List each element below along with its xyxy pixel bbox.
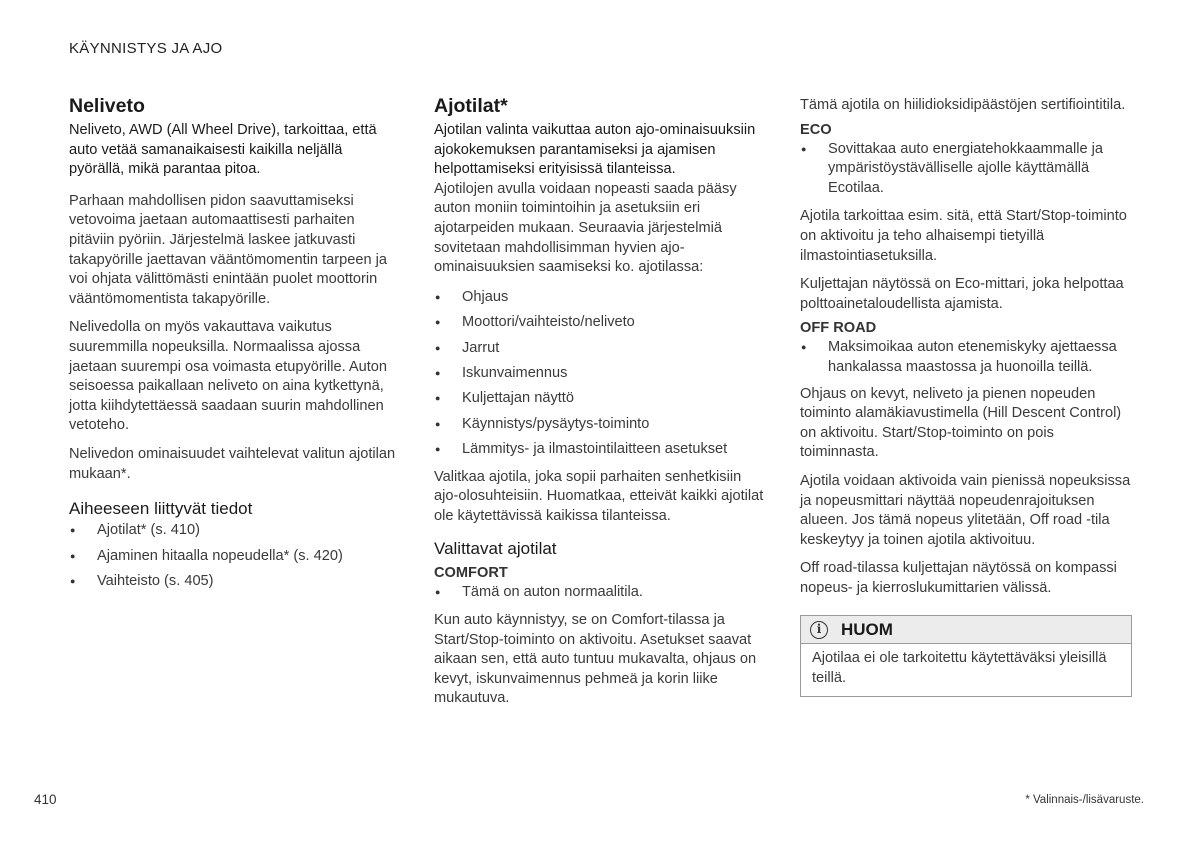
related-link[interactable]: ● Vaihteisto (s. 405): [69, 572, 399, 592]
neliveto-paragraph-1: Parhaan mahdollisen pidon saavuttamiseksi vetovoima jaetaan automaattisesti parhaiten pitäviin pyöriin. Järjestelmä laskee jatkuvasti takapyörille jaettavan vääntömomentin tarpeen ja voi ohjata välittömästi enintään puolet moottorin vääntömomentista takapyörille.: [69, 192, 388, 307]
cert-text: Tämä ajotila on hiilidioksidipäästöjen sertifiointitila.: [800, 97, 1126, 113]
list-item: ● Käynnistys/pysäytys-toiminto: [434, 415, 766, 435]
neliveto-paragraph-3: Nelivedon ominaisuudet vaihtelevat valitun ajotilan mukaan*.: [69, 445, 396, 482]
column-neliveto: [69, 94, 399, 598]
ajotilat-title: Ajotilat*: [434, 95, 508, 117]
eco-paragraph-1: Ajotila tarkoittaa esim. sitä, että Start/Stop-toiminto on aktivoitu ja teho alhaisempi tietyillä ilmastointiasetuksilla.: [800, 208, 1127, 264]
column-ajotilat: [434, 94, 766, 718]
note-text: Ajotilaa ei ole tarkoitettu käytettäväksi yleisillä teillä.: [812, 650, 1107, 687]
comfort-list: [434, 583, 766, 603]
note-title: HUOM: [841, 620, 893, 640]
list-item: ● Maksimoikaa auton etenemiskyky ajettaessa hankalassa maastossa ja huonoilla teillä.: [800, 338, 1132, 377]
list-item: ● Ohjaus: [434, 288, 766, 308]
related-info-heading: Aiheeseen liittyvät tiedot: [69, 499, 253, 519]
neliveto-lead: Neliveto, AWD (All Wheel Drive), tarkoittaa, että auto vetää samanaikaisesti kaikilla neljällä pyörällä, mikä parantaa pitoa.: [69, 122, 377, 178]
list-item: ● Iskunvaimennus: [434, 364, 766, 384]
systems-list: [434, 288, 766, 460]
related-links-list: [69, 521, 399, 592]
eco-label: ECO: [800, 121, 832, 138]
comfort-label: COMFORT: [434, 565, 508, 582]
offroad-paragraph-3: Off road-tilassa kuljettajan näytössä on kompassi nopeus- ja kierroslukumittarien välissä.: [800, 560, 1117, 596]
offroad-label: OFF ROAD: [800, 320, 877, 337]
comfort-text: Kun auto käynnistyy, se on Comfort-tilassa ja Start/Stop-toiminto on aktivoitu. Asetukset saavat aikaan sen, että auto tuntuu mukavalta, ohjaus on kevyt, iskunvaimennus pehmeä ja korin liike mukautuva.: [434, 612, 757, 707]
neliveto-title: Neliveto: [69, 95, 145, 117]
offroad-paragraph-1: Ohjaus on kevyt, neliveto ja pienen nopeuden toiminto alamäkiavustimella (Hill Descent Control) on aktivoitu. Start/Stop-toiminto on pois toiminnasta.: [800, 385, 1122, 461]
eco-paragraph-2: Kuljettajan näytössä on Eco-mittari, joka helpottaa polttoainetaloudellista ajamista.: [800, 276, 1124, 312]
offroad-list: [800, 338, 1132, 377]
page-number: 410: [34, 792, 57, 807]
note-header: [801, 616, 1131, 644]
selectable-modes-heading: Valittavat ajotilat: [434, 539, 557, 559]
list-item: ● Moottori/vaihteisto/neliveto: [434, 313, 766, 333]
ajotilat-intro: Ajotilojen avulla voidaan nopeasti saada pääsy auton moniin toimintoihin ja asetuksiin eri ajotarpeiden mukaan. Seuraavia järjestelmiä sovitetaan mahdollisimman hyvien ajo-ominaisuuksien saamiseksi ko. ajotilassa:: [434, 180, 737, 276]
ajotilat-select-text: Valitkaa ajotila, joka sopii parhaiten senhetkisiin ajo-olosuhteisiin. Huomatkaa, etteivät kaikki ajotilat ole käytettävissä kaikissa tilanteissa.: [434, 468, 764, 524]
list-item: ● Sovittakaa auto energiatehokkaammalle ja ympäristöystävälliselle ajolle käyttämällä Ecotilaa.: [800, 140, 1132, 199]
eco-list: [800, 140, 1132, 199]
list-item: ● Lämmitys- ja ilmastointilaitteen asetukset: [434, 440, 766, 460]
info-icon: i: [810, 621, 828, 639]
list-item: ● Jarrut: [434, 339, 766, 359]
section-header: KÄYNNISTYS JA AJO: [69, 40, 223, 57]
note-box: [800, 615, 1132, 696]
offroad-paragraph-2: Ajotila voidaan aktivoida vain pienissä nopeuksissa ja nopeusmittari näyttää nopeudenrajoituksen alueen. Jos tämä nopeus ylitetään, Off road -tila keskeytyy ja toinen ajotila aktivoituu.: [800, 472, 1131, 548]
footnote: * Valinnais-/lisävaruste.: [1025, 794, 1144, 806]
neliveto-paragraph-2: Nelivedolla on myös vakauttava vaikutus suuremmilla nopeuksilla. Normaalissa ajossa jaetaan suurempi osa voimasta etupyörille. Auton seisoessa paikallaan neliveto on aina kytkettynä, jotta kiihdytettäessä saadaan suurin mahdollinen vetoteho.: [69, 319, 388, 434]
list-item: ● Tämä on auton normaalitila.: [434, 583, 766, 603]
list-item: ● Kuljettajan näyttö: [434, 389, 766, 409]
ajotilat-lead: Ajotilan valinta vaikuttaa auton ajo-ominaisuuksiin ajokokemuksen parantamiseksi ja ajamisen helpottamiseksi erityisissä tilanteissa.: [434, 122, 756, 178]
related-link[interactable]: ● Ajotilat* (s. 410): [69, 521, 399, 541]
related-link[interactable]: ● Ajaminen hitaalla nopeudella* (s. 420): [69, 547, 399, 567]
column-ajotilat-continued: [800, 96, 1132, 697]
